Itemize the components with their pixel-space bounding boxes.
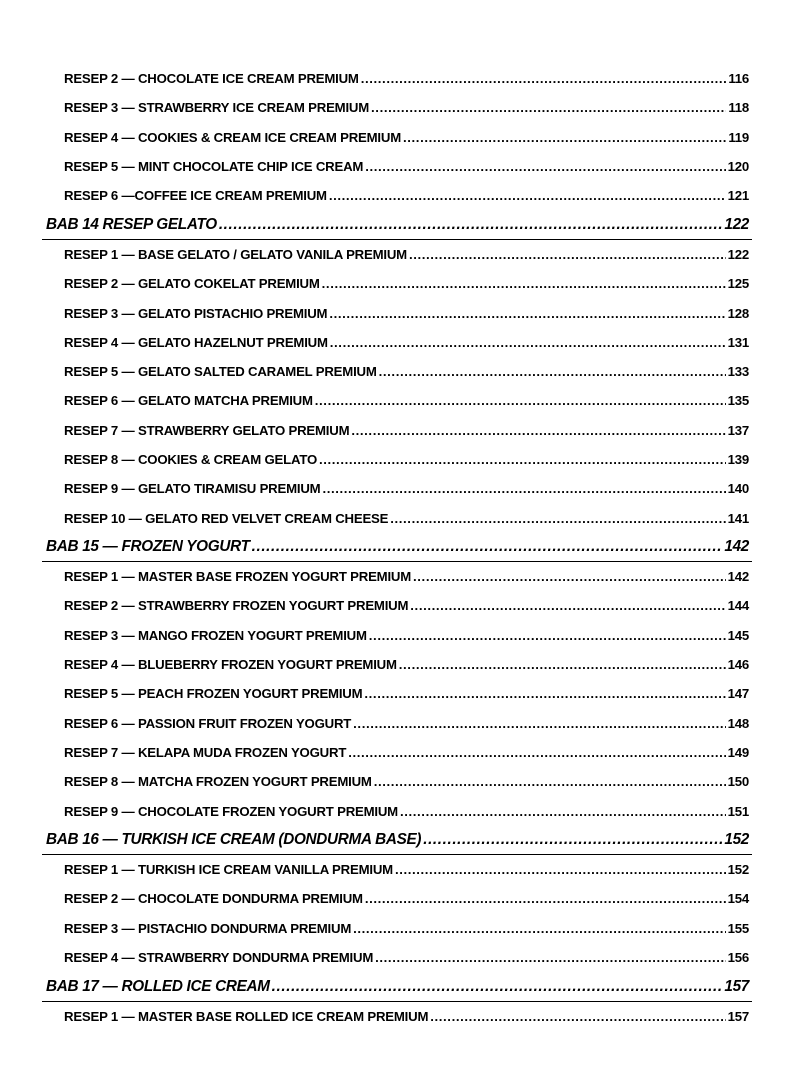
toc-recipe-entry[interactable] [0, 562, 800, 591]
toc-recipe-entry[interactable] [0, 328, 800, 357]
toc-entry-title: RESEP 2 — STRAWBERRY FROZEN YOGURT PREMIUM [64, 598, 409, 614]
toc-entry-title: RESEP 3 — PISTACHIO DONDURMA PREMIUM [64, 920, 352, 936]
toc-entry-title: RESEP 4 — COOKIES & CREAM ICE CREAM PREMIUM [64, 129, 402, 145]
toc-entry-title: RESEP 3 — MANGO FROZEN YOGURT PREMIUM [64, 627, 367, 643]
toc-dot-leader [400, 804, 726, 819]
toc-entry-title: RESEP 3 — STRAWBERRY ICE CREAM PREMIUM [64, 100, 370, 116]
toc-dot-leader [330, 335, 726, 350]
toc-entry-title: BAB 17 — ROLLED ICE CREAM [46, 977, 270, 995]
toc-recipe-entry[interactable] [0, 738, 800, 767]
toc-dot-leader [319, 452, 726, 467]
toc-page-number: 157 [724, 977, 749, 995]
toc-entry-title: RESEP 1 — MASTER BASE ROLLED ICE CREAM PREMIUM [64, 1008, 429, 1024]
toc-recipe-entry[interactable] [0, 123, 800, 152]
toc-dot-leader [395, 862, 726, 877]
toc-dot-leader [252, 538, 723, 556]
toc-page-number: 120 [727, 159, 749, 175]
toc-entry-title: RESEP 2 — GELATO COKELAT PREMIUM [64, 276, 320, 292]
toc-entry-title: RESEP 7 — STRAWBERRY GELATO PREMIUM [64, 422, 350, 438]
toc-page-number: 140 [727, 481, 749, 497]
toc-dot-leader [409, 247, 726, 262]
toc-entry-title: RESEP 5 — PEACH FROZEN YOGURT PREMIUM [64, 686, 363, 702]
toc-page-number: 142 [727, 569, 749, 585]
toc-dot-leader [365, 159, 725, 174]
toc-entry-title: RESEP 2 — CHOCOLATE ICE CREAM PREMIUM [64, 71, 359, 87]
toc-recipe-entry[interactable] [0, 445, 800, 474]
toc-dot-leader [375, 950, 725, 965]
toc-dot-leader [361, 71, 727, 86]
toc-entry-title: RESEP 3 — GELATO PISTACHIO PREMIUM [64, 305, 328, 321]
toc-page-number: 147 [727, 686, 749, 702]
toc-page-number: 131 [727, 334, 749, 350]
toc-recipe-entry[interactable] [0, 357, 800, 386]
toc-dot-leader [329, 188, 726, 203]
toc-page-number: 150 [727, 774, 749, 790]
toc-page-number: 116 [728, 71, 749, 87]
toc-dot-leader [219, 216, 723, 234]
toc-page-number: 135 [727, 393, 749, 409]
toc-chapter-entry[interactable] [0, 210, 800, 239]
toc-entry-title: RESEP 8 — COOKIES & CREAM GELATO [64, 452, 317, 467]
toc-dot-leader [364, 686, 725, 701]
toc-dot-leader [399, 657, 726, 672]
toc-page-number: 148 [727, 715, 749, 731]
toc-recipe-entry[interactable] [0, 64, 800, 93]
toc-dot-leader [353, 716, 725, 731]
toc-entry-title: RESEP 9 — CHOCOLATE FROZEN YOGURT PREMIUM [64, 803, 398, 819]
toc-page-number: 125 [727, 276, 749, 292]
toc-entry-title: RESEP 4 — GELATO HAZELNUT PREMIUM [64, 334, 328, 350]
toc-dot-leader [322, 481, 725, 496]
toc-page-number: 154 [727, 891, 749, 907]
toc-recipe-entry[interactable] [0, 1002, 800, 1031]
toc-page-number: 157 [727, 1008, 749, 1024]
toc-chapter-entry[interactable] [0, 972, 800, 1001]
toc-dot-leader [351, 423, 725, 438]
toc-dot-leader [390, 511, 725, 526]
toc-recipe-entry[interactable] [0, 152, 800, 181]
toc-entry-title: BAB 16 — TURKISH ICE CREAM (DONDURMA BASE) [46, 831, 422, 849]
toc-recipe-entry[interactable] [0, 621, 800, 650]
toc-page-number: 142 [724, 538, 749, 556]
toc-entry-title: RESEP 10 — GELATO RED VELVET CREAM CHEESE [64, 510, 389, 526]
toc-dot-leader [353, 921, 725, 936]
toc-dot-leader [430, 1009, 725, 1024]
toc-entry-title: RESEP 1 — TURKISH ICE CREAM VANILLA PREMIUM [64, 862, 393, 878]
toc-recipe-entry[interactable] [0, 943, 800, 972]
toc-entry-title: BAB 15 — FROZEN YOGURT [46, 538, 250, 556]
toc-recipe-entry[interactable] [0, 386, 800, 415]
toc-dot-leader [410, 598, 725, 613]
toc-page-number: 155 [727, 920, 749, 936]
toc-entry-title: RESEP 6 — PASSION FRUIT FROZEN YOGURT [64, 715, 352, 731]
toc-dot-leader [413, 569, 726, 584]
toc-dot-leader [272, 978, 723, 996]
toc-page-number: 141 [727, 510, 749, 526]
toc-entry-title: RESEP 1 — BASE GELATO / GELATO VANILA PREMIUM [64, 246, 407, 262]
toc-recipe-entry[interactable] [0, 474, 800, 503]
toc-entry-title: BAB 14 RESEP GELATO [46, 216, 217, 234]
toc-page-number: 128 [727, 305, 749, 321]
toc-page-number: 146 [727, 657, 749, 673]
toc-dot-leader [403, 130, 726, 145]
toc-recipe-entry[interactable] [0, 914, 800, 943]
toc-recipe-entry[interactable] [0, 679, 800, 708]
toc-dot-leader [348, 745, 725, 760]
toc-page-number: 149 [727, 744, 749, 760]
toc-entry-title: RESEP 1 — MASTER BASE FROZEN YOGURT PREMIUM [64, 569, 412, 585]
toc-dot-leader [423, 831, 722, 849]
toc-recipe-entry[interactable] [0, 416, 800, 445]
toc-dot-leader [379, 364, 726, 379]
toc-chapter-entry[interactable] [0, 826, 800, 855]
toc-entry-title: RESEP 9 — GELATO TIRAMISU PREMIUM [64, 481, 321, 497]
toc-dot-leader [369, 628, 726, 643]
toc-page-number: 137 [727, 422, 749, 438]
toc-recipe-entry[interactable] [0, 884, 800, 913]
toc-chapter-entry[interactable] [0, 533, 800, 562]
toc-page-number: 139 [727, 452, 749, 467]
toc-entry-title: RESEP 4 — STRAWBERRY DONDURMA PREMIUM [64, 950, 374, 966]
toc-dot-leader [315, 393, 726, 408]
toc-recipe-entry[interactable] [0, 591, 800, 620]
toc-dot-leader [374, 774, 726, 789]
toc-recipe-entry[interactable] [0, 240, 800, 269]
toc-page-number: 133 [727, 364, 749, 380]
toc-recipe-entry[interactable] [0, 269, 800, 298]
toc-recipe-entry[interactable] [0, 503, 800, 532]
table-of-contents [0, 64, 800, 1031]
toc-recipe-entry[interactable] [0, 796, 800, 825]
toc-entry-title: RESEP 7 — KELAPA MUDA FROZEN YOGURT [64, 744, 347, 760]
toc-page-number: 119 [728, 129, 749, 145]
toc-recipe-entry[interactable] [0, 181, 800, 210]
toc-page-number: 151 [727, 803, 749, 819]
toc-recipe-entry[interactable] [0, 650, 800, 679]
toc-page-number: 144 [727, 598, 749, 614]
toc-recipe-entry[interactable] [0, 298, 800, 327]
toc-dot-leader [371, 100, 726, 115]
toc-recipe-entry[interactable] [0, 93, 800, 122]
toc-page-number: 121 [727, 188, 749, 204]
toc-page-number: 156 [727, 950, 749, 966]
toc-page-number: 152 [724, 831, 749, 849]
toc-entry-title: RESEP 2 — CHOCOLATE DONDURMA PREMIUM [64, 891, 363, 907]
toc-entry-title: RESEP 4 — BLUEBERRY FROZEN YOGURT PREMIUM [64, 657, 397, 673]
toc-dot-leader [322, 276, 726, 291]
toc-dot-leader [365, 891, 726, 906]
toc-page-number: 118 [728, 100, 749, 116]
toc-page-number: 152 [727, 862, 749, 878]
toc-entry-title: RESEP 5 — MINT CHOCOLATE CHIP ICE CREAM [64, 159, 364, 175]
toc-page-number: 145 [727, 627, 749, 643]
toc-entry-title: RESEP 6 — GELATO MATCHA PREMIUM [64, 393, 313, 409]
toc-entry-title: RESEP 6 —COFFEE ICE CREAM PREMIUM [64, 188, 327, 204]
toc-recipe-entry[interactable] [0, 709, 800, 738]
toc-page-number: 122 [724, 216, 749, 234]
toc-page-number: 122 [727, 246, 749, 262]
toc-entry-title: RESEP 8 — MATCHA FROZEN YOGURT PREMIUM [64, 774, 372, 790]
toc-recipe-entry[interactable] [0, 855, 800, 884]
toc-recipe-entry[interactable] [0, 767, 800, 796]
toc-dot-leader [329, 306, 725, 321]
toc-entry-title: RESEP 5 — GELATO SALTED CARAMEL PREMIUM [64, 364, 377, 380]
